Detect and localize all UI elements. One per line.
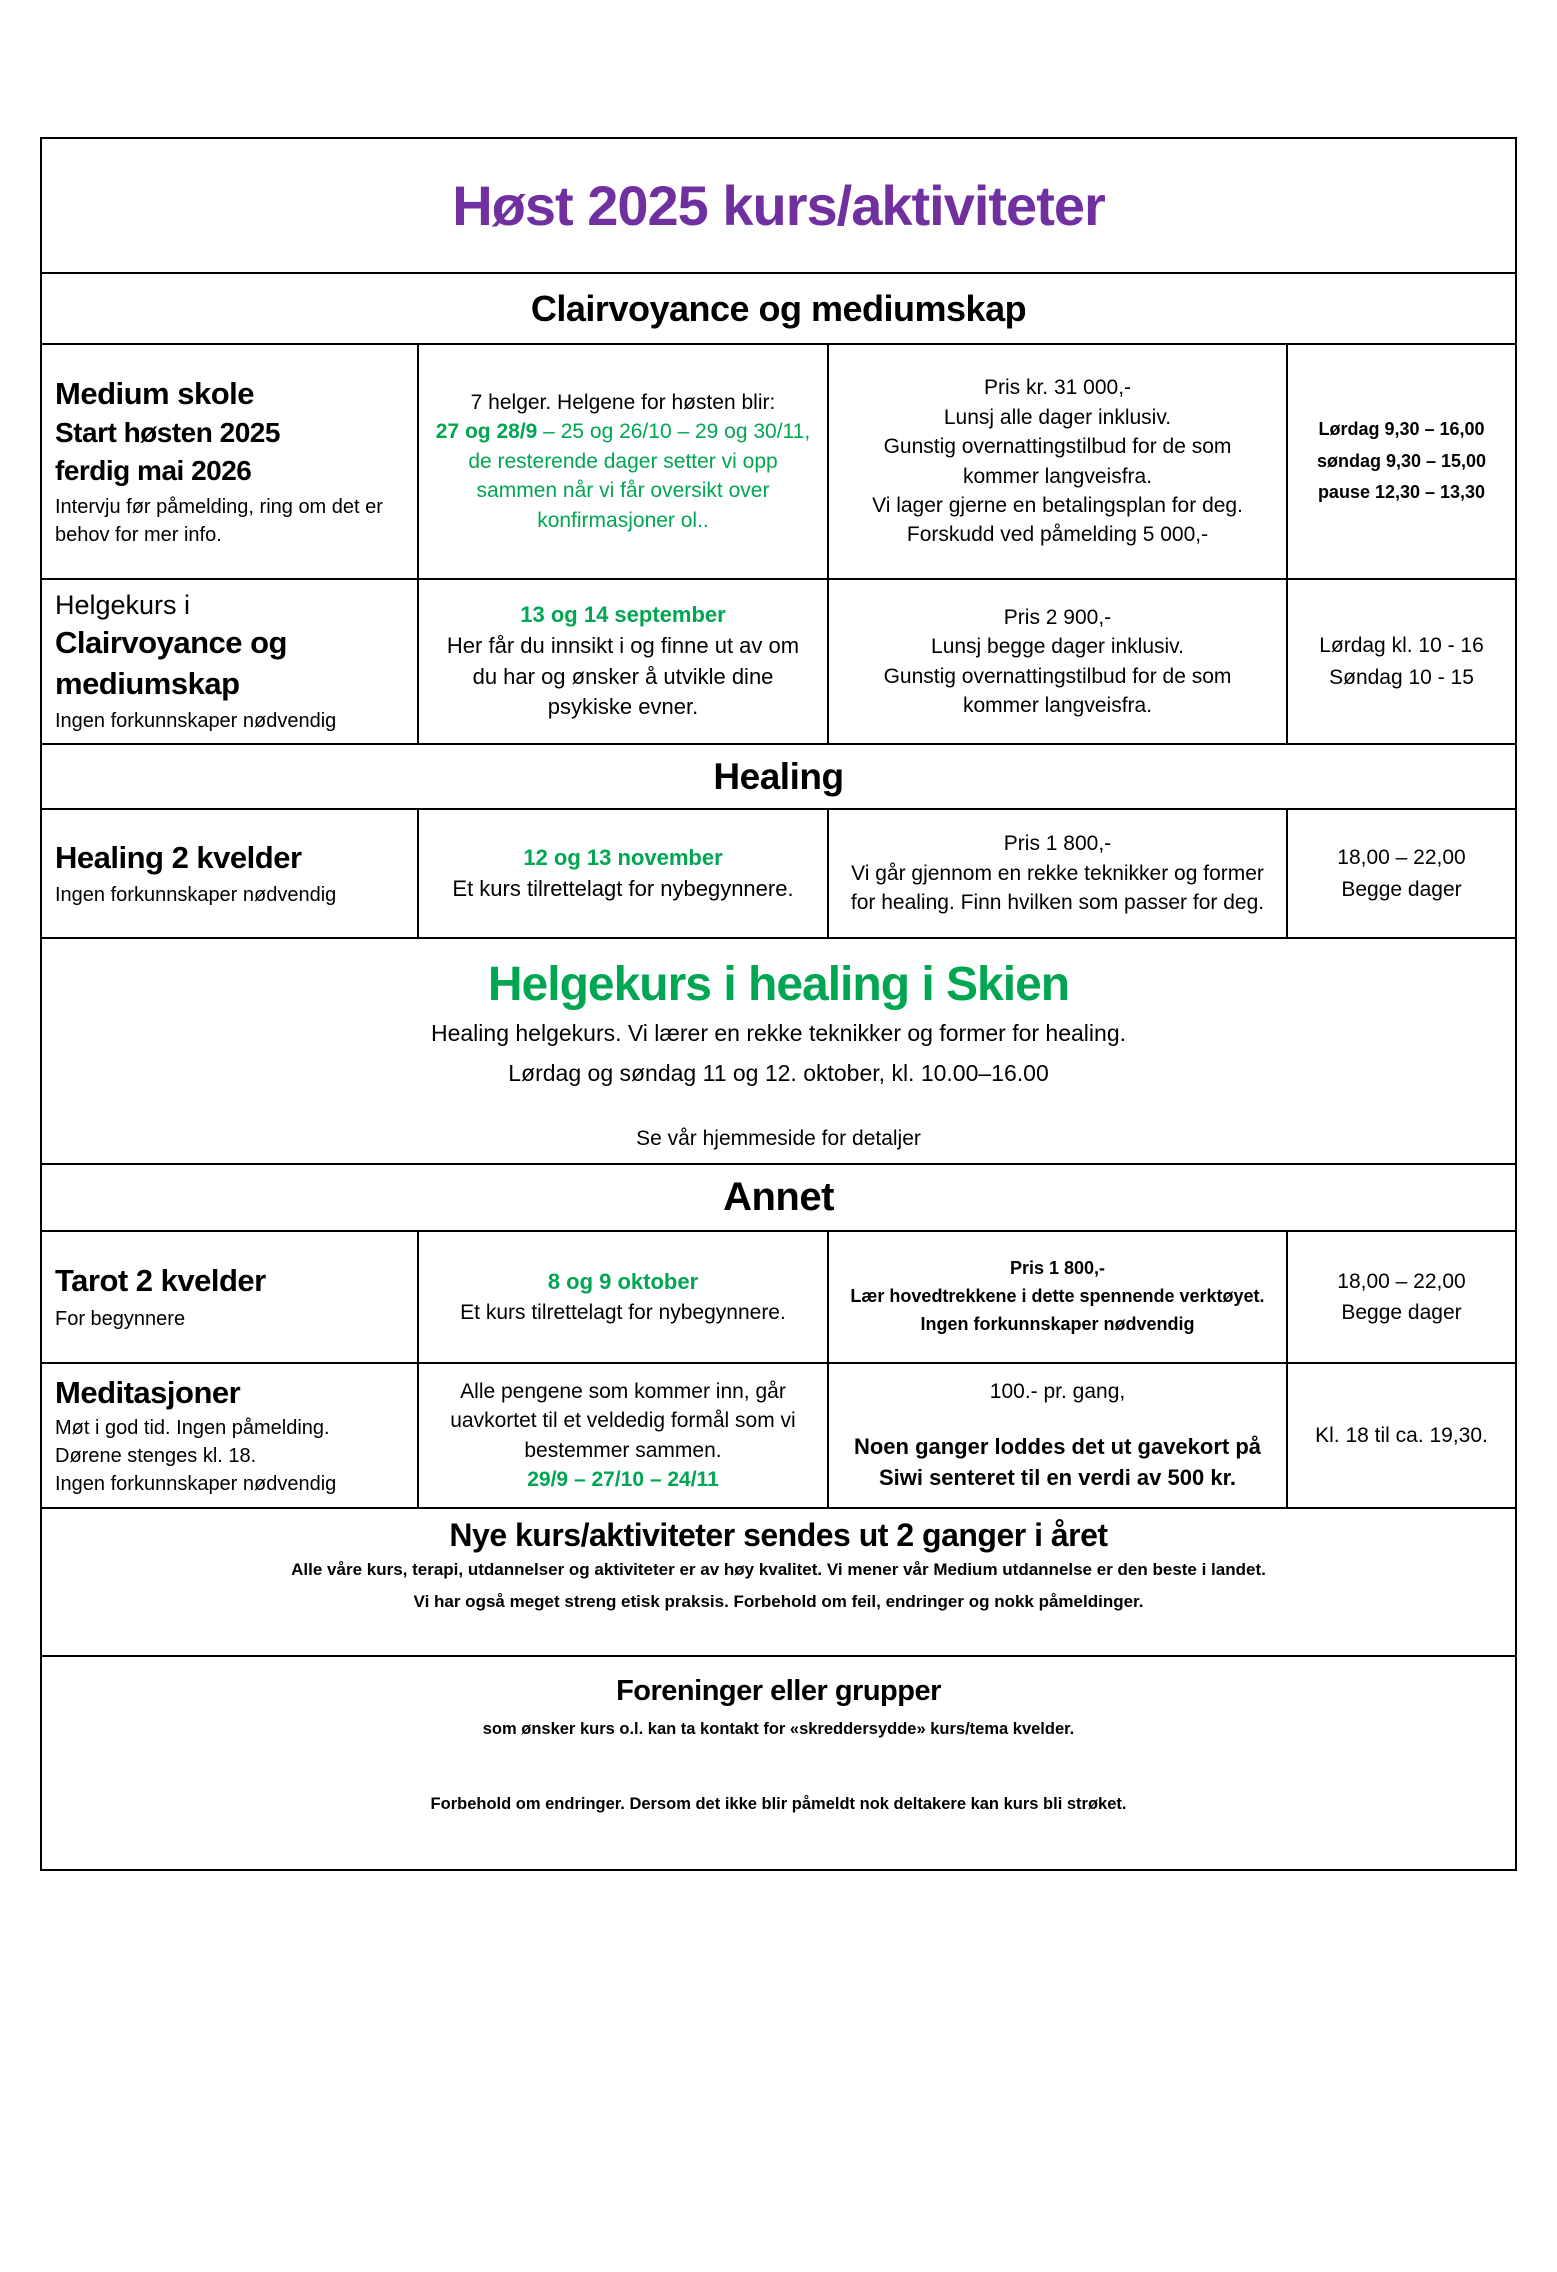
meditasjoner-dates-cell xyxy=(417,1364,827,1507)
healing2-time-cell xyxy=(1286,810,1515,937)
nye-kurs-title: Nye kurs/aktiviteter sendes ut 2 ganger i året xyxy=(449,1517,1108,1553)
section-annet-header-row xyxy=(42,1163,1515,1230)
page-title: Høst 2025 kurs/aktiviteter xyxy=(452,174,1105,237)
title-row xyxy=(42,139,1515,272)
time-line: søndag 9,30 – 15,00 xyxy=(1316,450,1487,471)
nye-kurs-line: Vi har også meget streng etisk praksis. Forbehold om feil, endringer og nokk påmeldinger. xyxy=(413,1592,1144,1612)
course-title: Clairvoyance og mediumskap xyxy=(55,625,287,701)
price-line: Vi lager gjerne en betalingsplan for deg. xyxy=(872,493,1243,517)
foreninger-title: Foreninger eller grupper xyxy=(616,1675,941,1707)
price-line: Gunstig overnattingstilbud for de som kommer langveisfra. xyxy=(883,664,1232,717)
course-title-prefix: Helgekurs i xyxy=(55,590,191,621)
helgekurs-name-cell xyxy=(42,580,417,743)
time-line: Søndag 10 - 15 xyxy=(1329,665,1474,689)
course-date: 12 og 13 november xyxy=(523,844,723,870)
helgekurs-price-cell xyxy=(827,580,1286,743)
tarot-price-cell xyxy=(827,1232,1286,1362)
course-note: Møt i god tid. Ingen påmelding. xyxy=(55,1416,330,1439)
tarot-time-cell xyxy=(1286,1232,1515,1362)
section-healing-header-row xyxy=(42,743,1515,808)
skien-footer: Se vår hjemmeside for detaljer xyxy=(636,1127,921,1150)
schedule-dates xyxy=(435,417,811,535)
time-line: 18,00 – 22,00 xyxy=(1337,846,1466,869)
table-row-helgekurs-clairvoyance xyxy=(42,578,1515,743)
meditasjoner-price-cell xyxy=(827,1364,1286,1507)
course-description: Et kurs tilrettelagt for nybegynnere. xyxy=(460,1300,786,1324)
skien-description: Healing helgekurs. Vi lærer en rekke teknikker og former for healing. xyxy=(430,1020,1127,1046)
course-description: Her får du innsikt i og finne ut av om du har og ønsker å utvikle dine psykiske evner. xyxy=(446,632,800,720)
course-note: For begynnere xyxy=(55,1307,186,1330)
table-row-meditasjoner xyxy=(42,1362,1515,1507)
medium-skole-name-cell xyxy=(42,345,417,578)
course-subtitle: Start høsten 2025 xyxy=(55,417,280,449)
time-line: Lørdag 9,30 – 16,00 xyxy=(1318,419,1485,440)
price-line: Lunsj begge dager inklusiv. xyxy=(931,635,1184,659)
section-header-annet: Annet xyxy=(723,1175,834,1219)
price-line: Lær hovedtrekkene i dette spennende verktøyet. xyxy=(850,1286,1265,1307)
meditasjoner-time-cell xyxy=(1286,1364,1515,1507)
course-title: Meditasjoner xyxy=(55,1375,241,1411)
raffle-note: Noen ganger loddes det ut gavekort på Siwi senteret til en verdi av 500 kr. xyxy=(853,1434,1262,1491)
price-line: Ingen forkunnskaper nødvendig xyxy=(920,1313,1195,1334)
course-note: Ingen forkunnskaper nødvendig xyxy=(55,709,337,732)
helgekurs-time-cell xyxy=(1286,580,1515,743)
price-line: 100.- pr. gang, xyxy=(989,1380,1126,1403)
course-description: Alle pengene som kommer inn, går uavkortet til et veldedig formål som vi bestemmer sammen. xyxy=(450,1379,796,1462)
section-clairvoyance-header-row xyxy=(42,272,1515,343)
table-row-tarot xyxy=(42,1230,1515,1362)
course-date: 13 og 14 september xyxy=(520,601,726,627)
section-header-healing: Healing xyxy=(713,755,844,797)
skien-section xyxy=(42,937,1515,1163)
schedule-intro: 7 helger. Helgene for høsten blir: xyxy=(470,391,776,415)
foreninger-line: som ønsker kurs o.l. kan ta kontakt for «skreddersydde» kurs/tema kvelder. xyxy=(482,1720,1075,1738)
price-line: Pris 1 800,- xyxy=(1009,1258,1106,1279)
foreninger-line: Forbehold om endringer. Dersom det ikke blir påmeldt nok deltakere kan kurs bli strøket. xyxy=(430,1795,1127,1814)
foreninger-section xyxy=(42,1655,1515,1869)
price-line: Gunstig overnattingstilbud for de som kommer langveisfra. xyxy=(883,435,1232,488)
course-title: Healing 2 kvelder xyxy=(55,839,302,875)
course-description: Et kurs tilrettelagt for nybegynnere. xyxy=(452,875,794,901)
price-line: Pris kr. 31 000,- xyxy=(983,376,1132,400)
course-note: Intervju før påmelding, ring om det er behov for mer info. xyxy=(55,495,383,546)
course-dates: 29/9 – 27/10 – 24/11 xyxy=(527,1467,719,1491)
time-line: Kl. 18 til ca. 19,30. xyxy=(1315,1423,1488,1447)
tarot-dates-cell xyxy=(417,1232,827,1362)
table-row-healing-2-kvelder xyxy=(42,808,1515,937)
price-line: Vi går gjennom en rekke teknikker og former for healing. Finn hvilken som passer for deg. xyxy=(850,861,1265,915)
time-line: Begge dager xyxy=(1341,1301,1462,1324)
medium-skole-time-cell xyxy=(1286,345,1515,578)
course-note: Ingen forkunnskaper nødvendig xyxy=(55,884,337,907)
schedule-dates-rest: – 25 og 26/10 – 29 og 30/11, de resterende dager setter vi opp sammen når vi får oversikt over konfirmasjoner ol.. xyxy=(468,420,811,532)
meditasjoner-name-cell xyxy=(42,1364,417,1507)
time-line: 18,00 – 22,00 xyxy=(1337,1269,1466,1293)
tarot-name-cell xyxy=(42,1232,417,1362)
course-note: Dørene stenges kl. 18. xyxy=(55,1444,257,1467)
course-note: Ingen forkunnskaper nødvendig xyxy=(55,1472,337,1495)
nye-kurs-line: Alle våre kurs, terapi, utdannelser og aktiviteter er av høy kvalitet. Vi mener vår Medium utdannelse er den beste i landet. xyxy=(291,1560,1266,1579)
section-header-clairvoyance: Clairvoyance og mediumskap xyxy=(530,287,1027,329)
nye-kurs-section xyxy=(42,1507,1515,1655)
skien-title: Helgekurs i healing i Skien xyxy=(487,958,1070,1011)
course-title: Medium skole xyxy=(55,376,254,412)
course-schedule-table xyxy=(40,137,1517,1871)
price-line: Pris 1 800,- xyxy=(1003,832,1112,856)
table-row-medium-skole xyxy=(42,343,1515,578)
course-date: 8 og 9 oktober xyxy=(547,1268,699,1294)
schedule-dates-highlight: 27 og 28/9 xyxy=(435,420,538,444)
medium-skole-dates-cell xyxy=(417,345,827,578)
healing2-name-cell xyxy=(42,810,417,937)
course-subtitle: ferdig mai 2026 xyxy=(55,455,252,487)
time-line: Lørdag kl. 10 - 16 xyxy=(1319,634,1484,657)
helgekurs-dates-cell xyxy=(417,580,827,743)
skien-dates: Lørdag og søndag 11 og 12. oktober, kl. 10.00–16.00 xyxy=(508,1059,1049,1086)
price-line: Forskudd ved påmelding 5 000,- xyxy=(906,523,1209,547)
course-title: Tarot 2 kvelder xyxy=(55,1263,266,1299)
price-line: Lunsj alle dager inklusiv. xyxy=(943,405,1172,429)
healing2-price-cell xyxy=(827,810,1286,937)
medium-skole-price-cell xyxy=(827,345,1286,578)
time-line: pause 12,30 – 13,30 xyxy=(1317,482,1486,503)
price-line: Pris 2 900,- xyxy=(1003,605,1112,629)
healing2-dates-cell xyxy=(417,810,827,937)
time-line: Begge dager xyxy=(1341,877,1462,901)
